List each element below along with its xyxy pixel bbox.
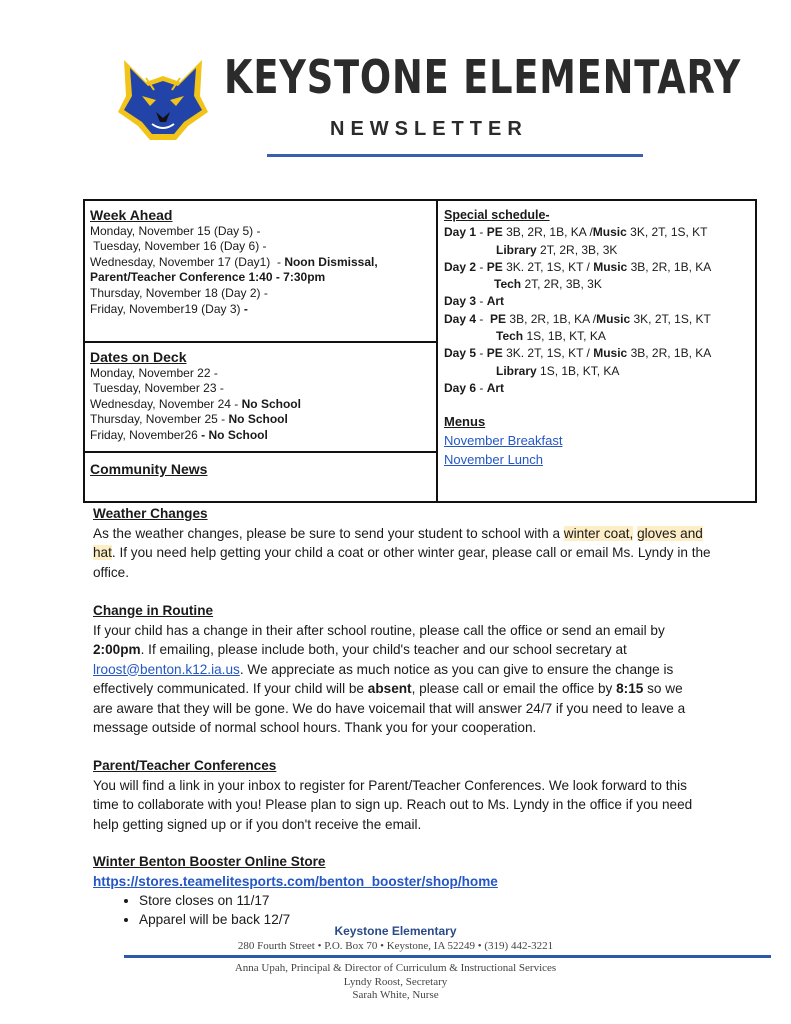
- routine-section: [93, 601, 699, 738]
- november-breakfast-link[interactable]: November Breakfast: [444, 433, 563, 448]
- weather-section: [93, 504, 713, 582]
- list-item: • Apparel will be back 12/7: [139, 910, 713, 929]
- menus-heading: Menus: [444, 414, 486, 429]
- store-title: Winter Benton Booster Online Store: [93, 854, 326, 869]
- schedule-day-4-tech: Tech 1S, 1B, KT, KA: [496, 329, 606, 344]
- dates-line: Tuesday, November 23 -: [90, 381, 224, 396]
- weather-body: As the weather changes, please be sure to send your student to school with a winter coat, gloves and hat. If you need help getting your child a coat or other winter gear, please call or email Ms. Lyndy in the office.: [93, 525, 711, 580]
- footer-school-name: Keystone Elementary: [334, 924, 457, 938]
- footer-address: 280 Fourth Street • P.O. Box 70 • Keystone, IA 52249 • (319) 442-3221: [237, 940, 554, 952]
- week-ahead-heading: Week Ahead: [90, 207, 173, 223]
- week-ahead-line: Tuesday, November 16 (Day 6) -: [90, 239, 267, 254]
- newsletter-subtitle: NEWSLETTER: [330, 118, 528, 140]
- conferences-body: You will find a link in your inbox to register for Parent/Teacher Conferences. We look forward to this time to collaborate with you! Please plan to sign up. Reach out to Ms. Lyndy in the office if you need help getting signed up or if you don't receive the email.: [93, 777, 693, 832]
- schedule-day-1: Day 1 - PE 3B, 2R, 1B, KA /Music 3K, 2T, 1S, KT: [444, 225, 708, 240]
- dates-line: Monday, November 22 -: [90, 365, 218, 380]
- routine-body: If your child has a change in their after school routine, please call the office or send an email by 2:00pm. If emailing, please include both, your child's teacher and our school secretary at lroost@benton.k12.ia.us. We appreciate as much notice as you can give to ensure the change is effectively communicated. If your child will be absent, please call or email the office by 8:15 so we are aware that they will be gone. We do have voicemail that will answer 24/7 if you need to leave a message outside of normal school hours. Thank you for your cooperation.: [93, 622, 686, 735]
- schedule-day-3: Day 3 - Art: [444, 294, 505, 309]
- schedule-day-2: Day 2 - PE 3K. 2T, 1S, KT / Music 3B, 2R, 1B, KA: [444, 259, 712, 274]
- footer-divider: [124, 955, 771, 958]
- store-section: [93, 852, 713, 929]
- dates-line: Wednesday, November 24 - No School: [90, 396, 301, 411]
- special-schedule-heading: Special schedule-: [444, 208, 550, 222]
- header-divider: [267, 154, 643, 157]
- week-ahead-line: Wednesday, November 17 (Day1) - Noon Dismissal,: [90, 254, 378, 269]
- table-column-divider: [436, 199, 438, 503]
- store-link[interactable]: https://stores.teamelitesports.com/benton_booster/shop/home: [93, 873, 498, 889]
- table-row-divider: [83, 341, 438, 343]
- week-ahead-line: Friday, November19 (Day 3) -: [90, 301, 248, 316]
- table-row-divider: [83, 451, 438, 453]
- week-ahead-line: Thursday, November 18 (Day 2) -: [90, 285, 268, 300]
- secretary-email-link[interactable]: lroost@benton.k12.ia.us: [93, 661, 240, 677]
- schedule-day-4: Day 4 - PE 3B, 2R, 1B, KA /Music 3K, 2T, 1S, KT: [444, 311, 711, 326]
- footer-staff-line: Lyndy Roost, Secretary: [343, 975, 448, 988]
- footer-staff: [0, 962, 791, 1003]
- schedule-day-5: Day 5 - PE 3K. 2T, 1S, KT / Music 3B, 2R, 1B, KA: [444, 346, 712, 361]
- wildcat-logo: [116, 56, 210, 142]
- list-item: • Store closes on 11/17: [139, 891, 713, 910]
- november-lunch-link[interactable]: November Lunch: [444, 452, 543, 467]
- footer-staff-line: Sarah White, Nurse: [352, 989, 439, 1001]
- special-schedule-cell: [444, 207, 711, 397]
- community-news-heading: Community News: [90, 461, 208, 477]
- newsletter-title: KEYSTONE ELEMENTARY: [224, 50, 742, 104]
- conferences-title: Parent/Teacher Conferences: [93, 758, 277, 773]
- schedule-day-2-tech: Tech 2T, 2R, 3B, 3K: [494, 277, 602, 292]
- routine-title: Change in Routine: [93, 603, 214, 618]
- dates-line: Friday, November26 - No School: [90, 427, 268, 442]
- dates-on-deck-heading: Dates on Deck: [90, 349, 187, 365]
- conferences-section: [93, 756, 693, 834]
- schedule-day-5-library: Library 1S, 1B, KT, KA: [496, 363, 620, 378]
- schedule-day-6: Day 6 - Art: [444, 380, 505, 395]
- menus-cell: [444, 414, 563, 467]
- weather-title: Weather Changes: [93, 506, 208, 521]
- dates-on-deck-cell: [90, 350, 301, 444]
- week-ahead-line: Parent/Teacher Conference 1:40 - 7:30pm: [90, 270, 326, 285]
- footer-staff-line: Anna Upah, Principal & Director of Curriculum & Instructional Services: [234, 962, 557, 974]
- week-ahead-cell: [90, 208, 378, 317]
- schedule-day-1-library: Library 2T, 2R, 3B, 3K: [496, 242, 618, 257]
- dates-line: Thursday, November 25 - No School: [90, 412, 288, 427]
- week-ahead-line: Monday, November 15 (Day 5) -: [90, 223, 261, 238]
